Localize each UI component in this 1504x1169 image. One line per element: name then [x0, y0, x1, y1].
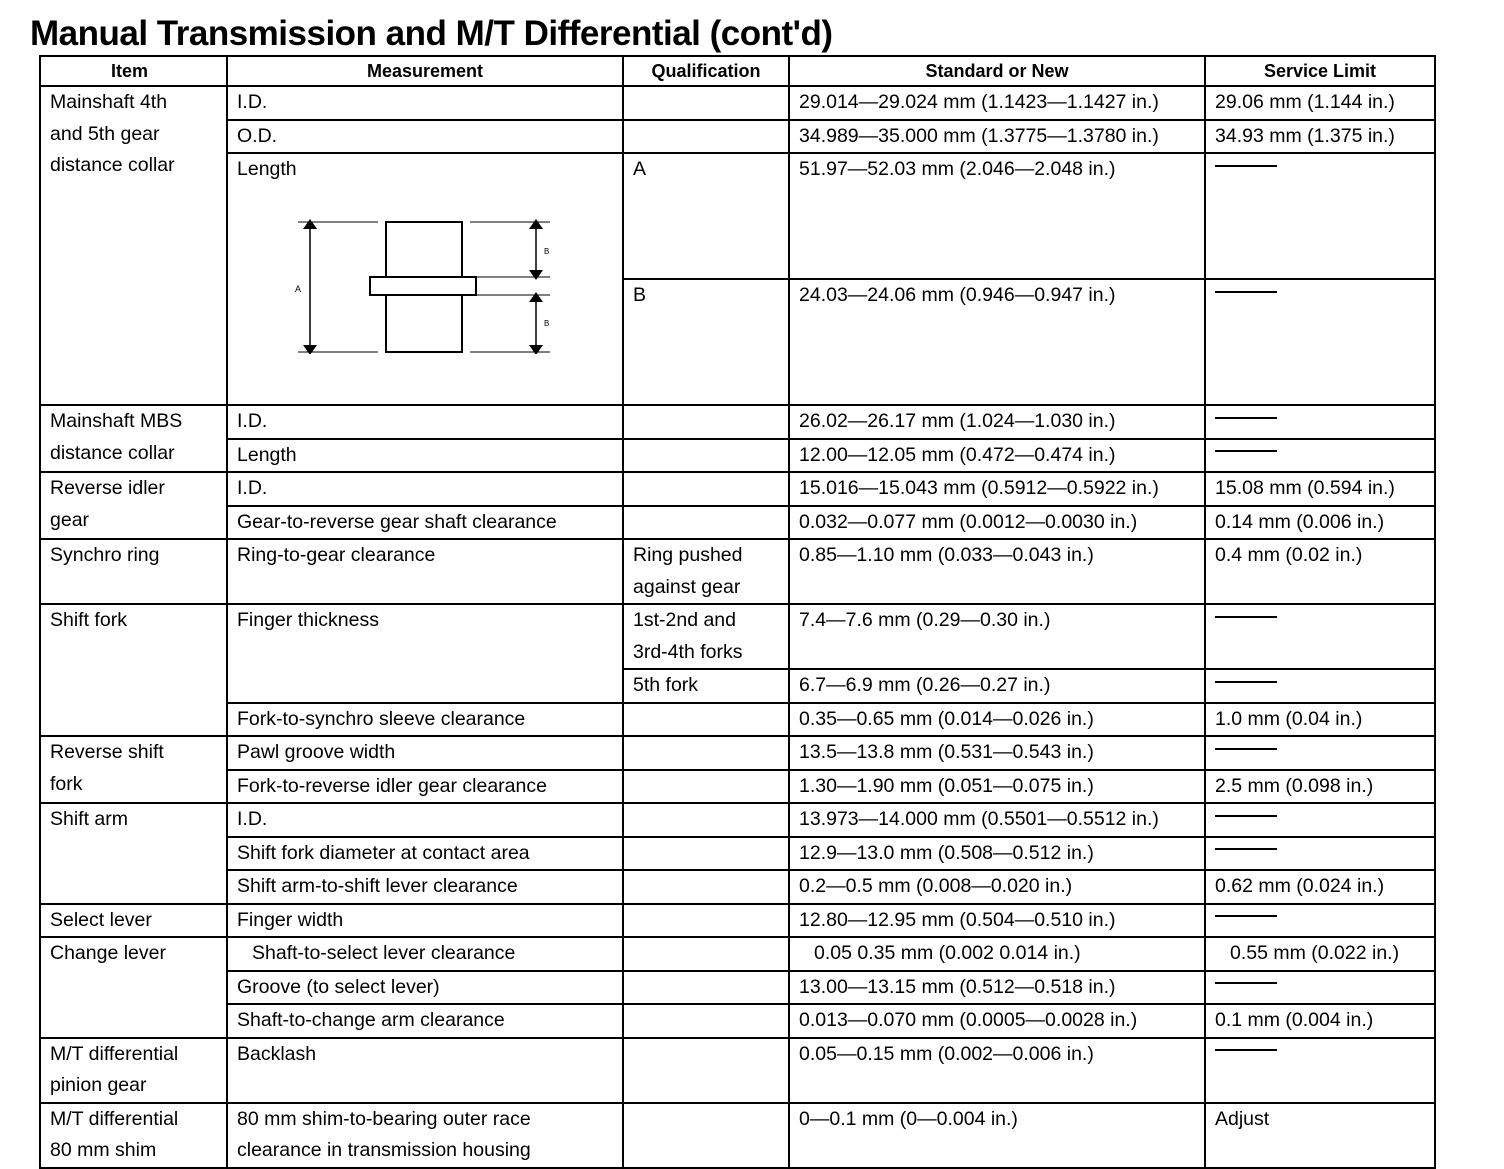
- item-shift-fork: Shift fork: [40, 604, 227, 736]
- page-title: Manual Transmission and M/T Differential (cont'd): [30, 14, 833, 53]
- table-row: [40, 736, 1435, 770]
- measurement-cell: Length: [227, 439, 623, 473]
- measurement-cell: Ring-to-gear clearance: [227, 539, 623, 604]
- measurement-cell: I.D.: [227, 86, 623, 120]
- measurement-cell: Finger width: [227, 904, 623, 938]
- standard-cell: 0.2—0.5 mm (0.008—0.020 in.): [789, 870, 1205, 904]
- standard-cell: 26.02—26.17 mm (1.024—1.030 in.): [789, 405, 1205, 439]
- measurement-cell: 80 mm shim-to-bearing outer race clearance in transmission housing: [227, 1103, 623, 1168]
- qualification-cell: A: [623, 153, 789, 279]
- limit-cell: 0.14 mm (0.006 in.): [1205, 506, 1435, 540]
- limit-cell: 2.5 mm (0.098 in.): [1205, 770, 1435, 804]
- measurement-cell: Pawl groove width: [227, 736, 623, 770]
- collar-upper-body: [386, 222, 462, 277]
- item-mainshaft-collar: Mainshaft 4th and 5th gear distance collar: [40, 86, 227, 405]
- dash-mark: [1215, 915, 1277, 917]
- standard-cell: 34.989—35.000 mm (1.3775—1.3780 in.): [789, 120, 1205, 154]
- table-row: [40, 803, 1435, 837]
- table-row: [40, 837, 1435, 871]
- item-synchro-ring: Synchro ring: [40, 539, 227, 604]
- measurement-cell: Gear-to-reverse gear shaft clearance: [227, 506, 623, 540]
- standard-cell: 0.35—0.65 mm (0.014—0.026 in.): [789, 703, 1205, 737]
- standard-cell: 12.80—12.95 mm (0.504—0.510 in.): [789, 904, 1205, 938]
- limit-cell: [1205, 837, 1435, 871]
- table-row: [40, 120, 1435, 154]
- standard-cell: 12.00—12.05 mm (0.472—0.474 in.): [789, 439, 1205, 473]
- table-row: [40, 1038, 1435, 1103]
- diagram-label-b: B: [544, 247, 550, 256]
- qualification-cell: [623, 1004, 789, 1038]
- limit-cell: 0.62 mm (0.024 in.): [1205, 870, 1435, 904]
- limit-cell: [1205, 669, 1435, 703]
- dash-mark: [1215, 616, 1277, 618]
- dash-mark: [1215, 681, 1277, 683]
- table-row: [40, 539, 1435, 604]
- qualification-cell: [623, 1038, 789, 1103]
- table-row: [40, 703, 1435, 737]
- qualification-cell: [623, 971, 789, 1005]
- dash-mark: [1215, 748, 1277, 750]
- standard-cell: 13.973—14.000 mm (0.5501—0.5512 in.): [789, 803, 1205, 837]
- limit-cell: 34.93 mm (1.375 in.): [1205, 120, 1435, 154]
- qualification-cell: [623, 870, 789, 904]
- standard-cell: 24.03—24.06 mm (0.946—0.947 in.): [789, 279, 1205, 405]
- qualification-cell: [623, 472, 789, 506]
- table-row: [40, 604, 1435, 669]
- standard-cell: 0.05—0.15 mm (0.002—0.006 in.): [789, 1038, 1205, 1103]
- standard-cell: 0.85—1.10 mm (0.033—0.043 in.): [789, 539, 1205, 604]
- qualification-cell: 5th fork: [623, 669, 789, 703]
- standard-cell: 13.00—13.15 mm (0.512—0.518 in.): [789, 971, 1205, 1005]
- dash-mark: [1215, 291, 1277, 293]
- col-limit-header: Service Limit: [1205, 56, 1435, 86]
- measurement-cell: Shaft-to-select lever clearance: [227, 937, 623, 971]
- measurement-cell: I.D.: [227, 472, 623, 506]
- measurement-cell: O.D.: [227, 120, 623, 154]
- qualification-cell: 1st-2nd and 3rd-4th forks: [623, 604, 789, 669]
- qualification-cell: [623, 86, 789, 120]
- dash-mark: [1215, 1049, 1277, 1051]
- limit-cell: [1205, 1038, 1435, 1103]
- limit-cell: 1.0 mm (0.04 in.): [1205, 703, 1435, 737]
- qualification-cell: Ring pushed against gear: [623, 539, 789, 604]
- dash-mark: [1215, 848, 1277, 850]
- dash-mark: [1215, 165, 1277, 167]
- table-row: [40, 1004, 1435, 1038]
- qualification-cell: [623, 837, 789, 871]
- dash-mark: [1215, 417, 1277, 419]
- limit-cell: [1205, 736, 1435, 770]
- qualification-cell: [623, 120, 789, 154]
- dash-mark: [1215, 815, 1277, 817]
- item-80mm-shim: M/T differential 80 mm shim: [40, 1103, 227, 1168]
- standard-cell: 15.016—15.043 mm (0.5912—0.5922 in.): [789, 472, 1205, 506]
- item-shift-arm: Shift arm: [40, 803, 227, 904]
- standard-cell: 6.7—6.9 mm (0.26—0.27 in.): [789, 669, 1205, 703]
- qualification-cell: [623, 904, 789, 938]
- collar-diagram: [288, 214, 578, 354]
- standard-cell: 0—0.1 mm (0—0.004 in.): [789, 1103, 1205, 1168]
- col-standard-header: Standard or New: [789, 56, 1205, 86]
- standard-cell: 29.014—29.024 mm (1.1423—1.1427 in.): [789, 86, 1205, 120]
- length-label: Length: [237, 158, 297, 180]
- limit-cell: [1205, 604, 1435, 669]
- table-row: [40, 86, 1435, 120]
- spec-table: [39, 55, 1436, 1169]
- limit-cell: [1205, 904, 1435, 938]
- qualification-cell: [623, 439, 789, 473]
- limit-cell: [1205, 803, 1435, 837]
- table-row: [40, 153, 1435, 279]
- measurement-cell: I.D.: [227, 803, 623, 837]
- limit-cell: Adjust: [1205, 1103, 1435, 1168]
- qualification-cell: [623, 770, 789, 804]
- diagram-label-b: B: [544, 319, 550, 328]
- table-row: [40, 472, 1435, 506]
- measurement-cell: Shaft-to-change arm clearance: [227, 1004, 623, 1038]
- standard-cell: 51.97—52.03 mm (2.046—2.048 in.): [789, 153, 1205, 279]
- collar-flange: [370, 277, 476, 295]
- qualification-cell: [623, 1103, 789, 1168]
- standard-cell: 1.30—1.90 mm (0.051—0.075 in.): [789, 770, 1205, 804]
- measurement-cell: Shift fork diameter at contact area: [227, 837, 623, 871]
- item-change-lever: Change lever: [40, 937, 227, 1038]
- qualification-cell: [623, 736, 789, 770]
- item-mbs-collar: Mainshaft MBS distance collar: [40, 405, 227, 472]
- qualification-cell: B: [623, 279, 789, 405]
- dash-mark: [1215, 450, 1277, 452]
- item-reverse-shift-fork: Reverse shift fork: [40, 736, 227, 803]
- col-qualification-header: Qualification: [623, 56, 789, 86]
- table-row: [40, 506, 1435, 540]
- standard-cell: 12.9—13.0 mm (0.508—0.512 in.): [789, 837, 1205, 871]
- col-item-header: Item: [40, 56, 227, 86]
- limit-cell: [1205, 153, 1435, 279]
- col-measurement-header: Measurement: [227, 56, 623, 86]
- diagram-label-a: A: [295, 284, 302, 294]
- limit-cell: [1205, 439, 1435, 473]
- standard-cell: 0.032—0.077 mm (0.0012—0.0030 in.): [789, 506, 1205, 540]
- table-row: [40, 870, 1435, 904]
- measurement-cell: I.D.: [227, 405, 623, 439]
- table-row: [40, 971, 1435, 1005]
- measurement-cell: Fork-to-synchro sleeve clearance: [227, 703, 623, 737]
- limit-cell: 0.1 mm (0.004 in.): [1205, 1004, 1435, 1038]
- limit-cell: [1205, 279, 1435, 405]
- collar-lower-body: [386, 295, 462, 352]
- measurement-cell: [227, 153, 623, 405]
- standard-cell: 7.4—7.6 mm (0.29—0.30 in.): [789, 604, 1205, 669]
- limit-cell: 15.08 mm (0.594 in.): [1205, 472, 1435, 506]
- limit-cell: [1205, 971, 1435, 1005]
- item-reverse-idler: Reverse idler gear: [40, 472, 227, 539]
- table-row: [40, 937, 1435, 971]
- measurement-cell: Backlash: [227, 1038, 623, 1103]
- table-row: [40, 770, 1435, 804]
- qualification-cell: [623, 803, 789, 837]
- table-row: [40, 439, 1435, 473]
- qualification-cell: [623, 703, 789, 737]
- limit-cell: 0.4 mm (0.02 in.): [1205, 539, 1435, 604]
- standard-cell: 0.013—0.070 mm (0.0005—0.0028 in.): [789, 1004, 1205, 1038]
- standard-cell: 0.05 0.35 mm (0.002 0.014 in.): [789, 937, 1205, 971]
- qualification-cell: [623, 937, 789, 971]
- item-select-lever: Select lever: [40, 904, 227, 938]
- dash-mark: [1215, 982, 1277, 984]
- standard-cell: 13.5—13.8 mm (0.531—0.543 in.): [789, 736, 1205, 770]
- table-row: [40, 405, 1435, 439]
- limit-cell: [1205, 405, 1435, 439]
- measurement-cell: Shift arm-to-shift lever clearance: [227, 870, 623, 904]
- qualification-cell: [623, 506, 789, 540]
- measurement-cell: Fork-to-reverse idler gear clearance: [227, 770, 623, 804]
- measurement-cell: Finger thickness: [227, 604, 623, 703]
- measurement-cell: Groove (to select lever): [227, 971, 623, 1005]
- item-pinion-gear: M/T differential pinion gear: [40, 1038, 227, 1103]
- limit-cell: 29.06 mm (1.144 in.): [1205, 86, 1435, 120]
- qualification-cell: [623, 405, 789, 439]
- table-row: [40, 904, 1435, 938]
- table-row: [40, 1103, 1435, 1168]
- header-row: [40, 56, 1435, 86]
- limit-cell: 0.55 mm (0.022 in.): [1205, 937, 1435, 971]
